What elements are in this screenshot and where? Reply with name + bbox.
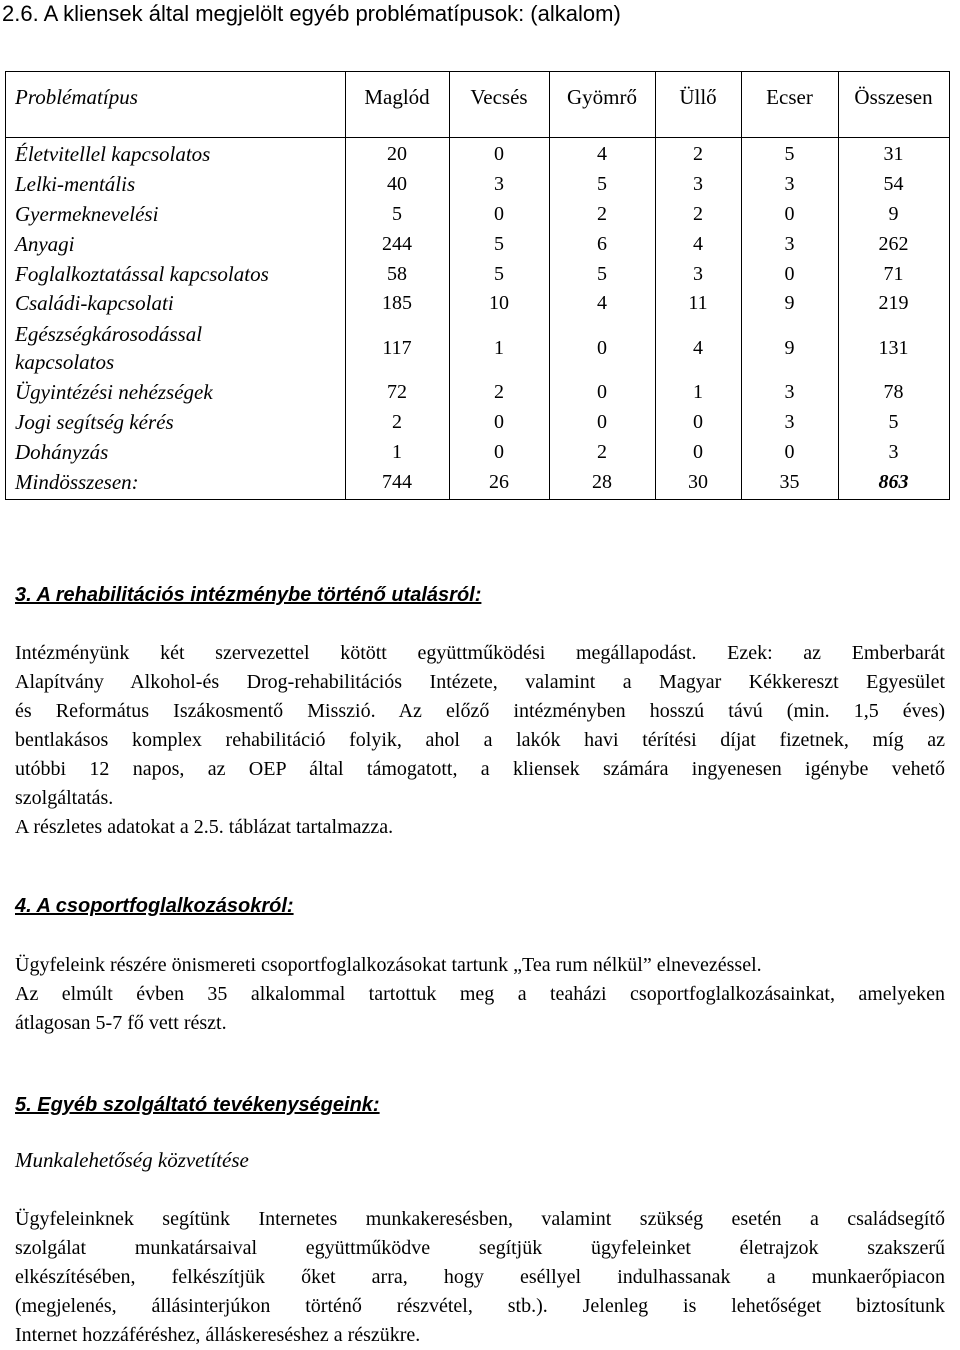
cell: 9: [784, 292, 795, 314]
cell: 35: [779, 471, 800, 493]
cell: 5: [494, 263, 504, 285]
cell: 26: [489, 471, 509, 493]
cell: 744: [382, 471, 412, 493]
cell: 0: [784, 263, 795, 285]
row-label: Anyagi: [15, 232, 75, 256]
table-border-bottom: [5, 499, 950, 500]
column-header: Vecsés: [470, 85, 528, 109]
cell: 0: [494, 203, 504, 225]
cell: 3: [494, 173, 504, 195]
text-line: és Református Iszákosmentő Misszió. Az előző intézményben hosszú távú (min. 1,5 éves): [15, 700, 945, 722]
text-line: Intézményünk két szervezettel kötött együttműködési megállapodást. Ezek: az Emberbarát: [15, 642, 945, 664]
cell: 10: [489, 292, 509, 314]
text-line: A részletes adatokat a 2.5. táblázat tartalmazza.: [15, 816, 394, 838]
cell: 0: [494, 411, 504, 433]
cell: 9: [784, 337, 795, 359]
cell: 0: [597, 337, 607, 359]
cell: 40: [387, 173, 407, 195]
cell: 5: [888, 411, 899, 433]
cell: 78: [883, 381, 904, 403]
cell: 0: [693, 441, 703, 463]
subsection-title: Munkalehetőség közvetítése: [15, 1148, 249, 1172]
section-heading-4: 4. A csoportfoglalkozásokról:: [15, 895, 294, 917]
row-label: Életvitellel kapcsolatos: [15, 142, 211, 166]
column-header: Ecser: [766, 85, 813, 109]
cell: 3: [693, 173, 703, 195]
section-heading-5: 5. Egyéb szolgáltató tevékenységeink:: [15, 1094, 380, 1116]
grand-total-cell: 863: [878, 471, 909, 493]
problem-type-table: [0, 0, 960, 520]
cell: 2: [392, 411, 402, 433]
section-5-paragraph: [15, 1205, 945, 1350]
cell: 4: [693, 337, 703, 359]
cell: 0: [784, 203, 795, 225]
cell: 219: [878, 292, 909, 314]
cell: 1: [494, 337, 504, 359]
cell: 3: [693, 263, 703, 285]
text-line: szolgálat munkatársaival együttműködve segítjük ügyfeleinket életrajzok szakszerű: [15, 1237, 945, 1259]
cell: 262: [878, 233, 909, 255]
cell: 185: [382, 292, 412, 314]
cell: 2: [597, 441, 607, 463]
row-label: Dohányzás: [15, 440, 109, 464]
cell: 3: [784, 233, 795, 255]
column-header: Maglód: [364, 85, 430, 109]
text-line: Alapítvány Alkohol-és Drog-rehabilitációs Intézete, valamint a Magyar Kékkereszt Egyesület: [15, 671, 945, 693]
row-label: Ügyintézési nehézségek: [15, 380, 213, 404]
table-border-right: [949, 71, 950, 500]
cell: 131: [878, 337, 909, 359]
text-line: bentlakásos komplex rehabilitáció folyik, ahol a lakók havi térítési díjat fizetnek, míg az: [15, 729, 945, 751]
section-3-paragraph: [15, 639, 945, 842]
section-heading-3: 3. A rehabilitációs intézménybe történő utalásról:: [15, 584, 482, 606]
cell: 11: [688, 292, 708, 314]
row-label: kapcsolatos: [15, 350, 115, 374]
cell: 2: [693, 143, 703, 165]
row-label: Családi-kapcsolati: [15, 291, 174, 315]
section-4-paragraph: [15, 951, 945, 1038]
text-line: Internet hozzáféréshez, álláskereséshez a részükre.: [15, 1324, 421, 1346]
table-header-divider: [5, 137, 950, 138]
cell: 71: [883, 263, 904, 285]
cell: 4: [597, 143, 607, 165]
cell: 20: [387, 143, 407, 165]
cell: 0: [494, 441, 504, 463]
text-line: utóbbi 12 napos, az OEP által támogatott, a kliensek számára ingyenesen igénybe vehető: [15, 758, 945, 780]
cell: 54: [883, 173, 904, 195]
text-line: szolgáltatás.: [15, 787, 114, 809]
cell: 6: [597, 233, 607, 255]
cell: 5: [597, 173, 607, 195]
cell: 31: [883, 143, 904, 165]
cell: 3: [784, 411, 795, 433]
text-line: átlagosan 5-7 fő vett részt.: [15, 1012, 227, 1034]
column-header: Összesen: [854, 85, 933, 109]
column-header: Üllő: [679, 85, 717, 109]
cell: 2: [597, 203, 607, 225]
row-label: Egészségkárosodással: [15, 322, 203, 346]
row-label: Mindösszesen:: [15, 470, 139, 494]
cell: 2: [693, 203, 703, 225]
cell: 3: [784, 173, 795, 195]
cell: 1: [693, 381, 703, 403]
cell: 117: [382, 337, 412, 359]
table-border-top: [5, 71, 950, 72]
text-line: Ügyfeleink részére önismereti csoportfoglalkozásokat tartunk „Tea rum nélkül” elnevezéssel.: [15, 954, 762, 976]
cell: 9: [888, 203, 899, 225]
section-title-2-6: 2.6. A kliensek által megjelölt egyéb problématípusok: (alkalom): [2, 1, 621, 26]
row-label: Foglalkoztatással kapcsolatos: [15, 262, 269, 286]
cell: 3: [888, 441, 899, 463]
cell: 28: [592, 471, 612, 493]
row-label: Gyermeknevelési: [15, 202, 159, 226]
cell: 5: [784, 143, 795, 165]
row-label: Lelki-mentális: [15, 172, 136, 196]
cell: 72: [387, 381, 407, 403]
cell: 0: [494, 143, 504, 165]
cell: 30: [688, 471, 708, 493]
cell: 4: [597, 292, 607, 314]
cell: 0: [784, 441, 795, 463]
cell: 1: [392, 441, 402, 463]
cell: 3: [784, 381, 795, 403]
text-line: Ügyfeleinknek segítünk Internetes munkakeresésben, valamint szükség esetén a családsegítő: [15, 1208, 945, 1230]
cell: 0: [597, 381, 607, 403]
table-border-left: [5, 71, 6, 500]
cell: 58: [387, 263, 407, 285]
cell: 0: [597, 411, 607, 433]
cell: 5: [597, 263, 607, 285]
text-line: elkészítésében, felkészítjük őket arra, hogy eséllyel indulhassanak a munkaerőpiacon: [15, 1266, 945, 1288]
cell: 4: [693, 233, 703, 255]
text-line: (megjelenés, állásinterjúkon történő részvétel, stb.). Jelenleg is lehetőséget biztosítunk: [15, 1295, 945, 1317]
cell: 244: [382, 233, 412, 255]
cell: 0: [693, 411, 703, 433]
cell: 2: [494, 381, 504, 403]
table-header-label: Problématípus: [15, 85, 138, 109]
text-line: Az elmúlt évben 35 alkalommal tartottuk meg a teaházi csoportfoglalkozásainkat, amelyeken: [15, 983, 945, 1005]
column-header: Gyömrő: [567, 85, 637, 109]
cell: 5: [392, 203, 402, 225]
cell: 5: [494, 233, 504, 255]
row-label: Jogi segítség kérés: [15, 410, 174, 434]
